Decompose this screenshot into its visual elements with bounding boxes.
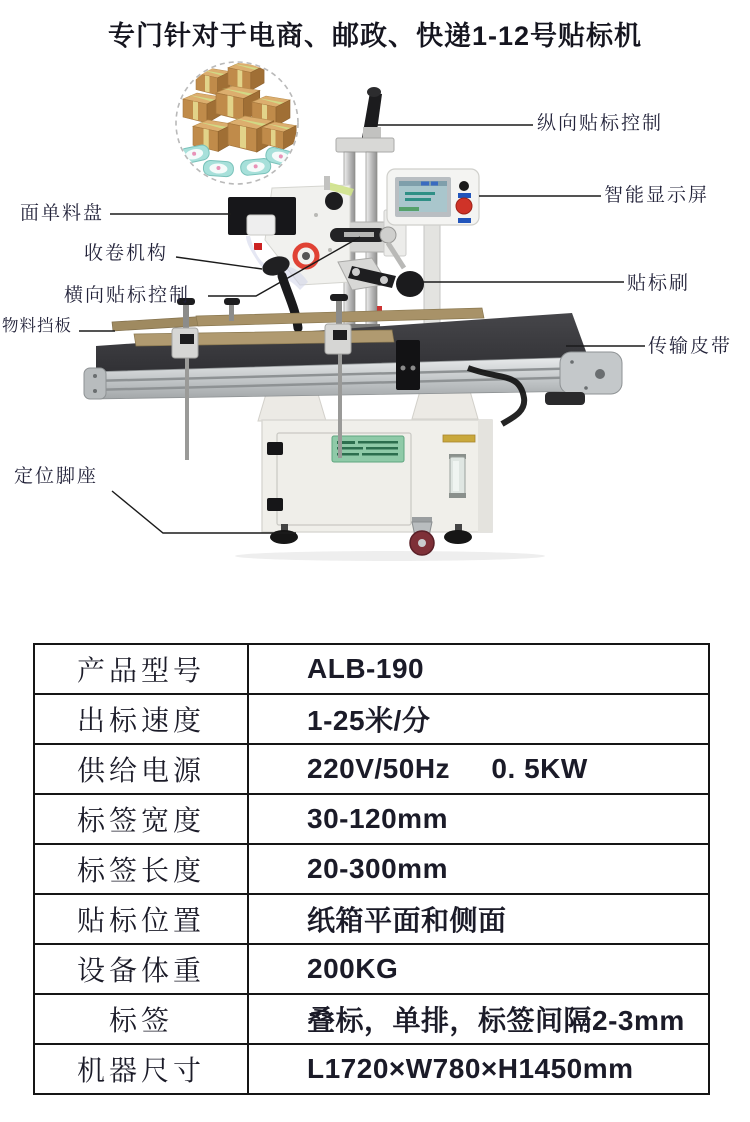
callout-waybill-tray: 面单料盘 (20, 203, 105, 224)
spec-row-power (34, 744, 709, 794)
spec-value: 220V/50Hz 0. 5KW (248, 744, 709, 794)
label-brush-roller (396, 271, 424, 297)
spec-label: 出标速度 (34, 694, 248, 744)
door-hinge (267, 442, 283, 455)
callout-label-brush: 贴标刷 (627, 273, 691, 294)
leveling-foot (270, 530, 298, 544)
label-sensor-plate (396, 340, 420, 390)
selector-knob (459, 181, 469, 191)
callout-material-baffle: 物料挡板 (2, 316, 72, 335)
spec-row-label-speed (34, 694, 709, 744)
drive-motor (545, 392, 585, 405)
spec-row-label-length (34, 844, 709, 894)
belt-end-roller-cap (560, 352, 622, 394)
spec-value: 纸箱平面和侧面 (248, 894, 709, 944)
callout-smart-display: 智能显示屏 (604, 185, 710, 206)
spec-label: 标签宽度 (34, 794, 248, 844)
spec-label: 机器尺寸 (34, 1044, 248, 1094)
spec-row-label-position (34, 894, 709, 944)
spec-row-label-width (34, 794, 709, 844)
spec-label: 设备体重 (34, 944, 248, 994)
spec-value: 1-25米/分 (248, 694, 709, 744)
callout-rewinder: 收卷机构 (84, 243, 169, 264)
spec-row-label-type (34, 994, 709, 1044)
spec-value: L1720×W780×H1450mm (248, 1044, 709, 1094)
spec-table (33, 643, 710, 1095)
spec-row-model (34, 644, 709, 694)
spec-row-weight (34, 944, 709, 994)
caster-wheel (410, 517, 434, 555)
door-hinge (267, 498, 283, 511)
spec-value: ALB-190 (248, 644, 709, 694)
door-window-handle (449, 454, 466, 498)
package-inset-circle (176, 62, 298, 184)
machine-cabinet (258, 391, 492, 555)
callout-vertical-labeling-control: 纵向贴标控制 (537, 113, 664, 134)
leveling-foot (444, 530, 472, 544)
gold-label-strip (443, 435, 475, 442)
spec-label: 产品型号 (34, 644, 248, 694)
spec-value: 叠标，单排，标签间隔2-3mm (248, 994, 709, 1044)
spec-label: 标签 (34, 994, 248, 1044)
spec-row-machine-size (34, 1044, 709, 1094)
spec-value: 30-120mm (248, 794, 709, 844)
emergency-stop-button (456, 198, 472, 214)
spec-value: 20-300mm (248, 844, 709, 894)
nameplate-sticker (332, 436, 404, 462)
spec-label: 供给电源 (34, 744, 248, 794)
spec-label: 贴标位置 (34, 894, 248, 944)
page-title: 专门针对于电商、邮政、快递1-12号贴标机 (107, 21, 643, 51)
spec-label: 标签长度 (34, 844, 248, 894)
callout-horizontal-labeling-control: 横向贴标控制 (64, 285, 191, 306)
spec-value: 200KG (248, 944, 709, 994)
callout-conveyor-belt: 传输皮带 (648, 336, 733, 357)
callout-positioning-foot: 定位脚座 (14, 466, 99, 487)
floor-shadow (235, 551, 545, 561)
